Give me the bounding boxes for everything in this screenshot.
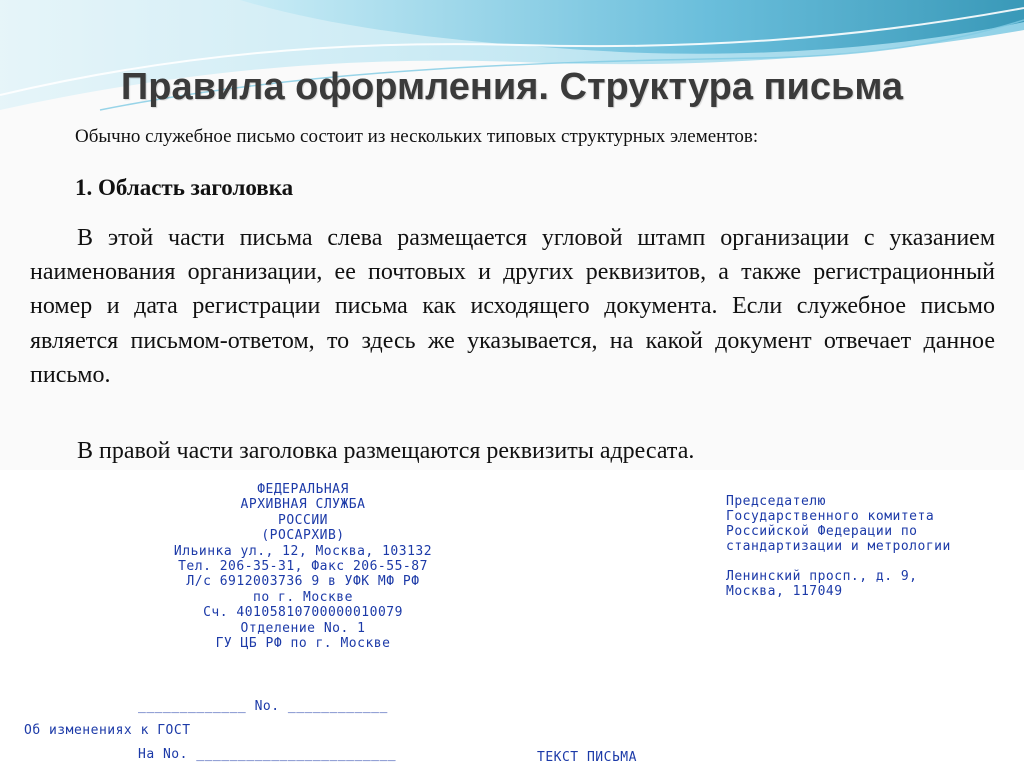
stamp-line: РОССИИ [278,512,328,528]
stamp-line: по г. Москве [253,589,353,605]
stamp-line: ГУ ЦБ РФ по г. Москве [215,636,391,652]
stamp-line: Сч. 40105810700000010079 [203,605,403,621]
letter-subject: Об изменениях к ГОСТ [24,723,191,738]
corner-stamp [138,482,468,651]
stamp-line: Ильинка ул., 12, Москва, 103132 [173,543,433,559]
stamp-line: Л/с 6912003736 9 в УФК МФ РФ [186,574,420,590]
addressee-line: Государственного комитета [726,509,935,524]
addressee-line: Председателю [726,494,826,509]
stamp-line: Тел. 206-35-31, Факс 206-55-87 [178,559,428,575]
reply-to-line: На No. ________________________ [138,747,397,762]
addressee-address-line: Ленинский просп., д. 9, [726,569,918,584]
stamp-line: ФЕДЕРАЛЬНАЯ [257,482,349,497]
registration-block [138,667,396,767]
paragraph-header-area: В этой части письма слева размещается угловой штамп организации с указанием наименования организации, ее почтовых и других реквизитов, а также регистрационный номер и дата регистрации письма как исходящего документа. Если служебное письмо является письмом-ответом, то здесь же указывается, на какой документ отвечает данное письмо. [30,225,995,388]
addressee-line: Российской Федерации по [726,524,918,539]
paragraph-addressee-info: В правой части заголовка размещаются реквизиты адресата. [77,438,695,464]
sample-letter-image [0,470,1024,767]
addressee-address-line: Москва, 117049 [726,584,843,599]
stamp-line: Отделение No. 1 [240,620,366,636]
addressee-spacer [726,554,951,569]
stamp-line: (РОСАРХИВ) [261,528,345,544]
letter-body-placeholder: ТЕКСТ ПИСЬМА [537,750,637,765]
slide-title: Правила оформления. Структура письма [120,66,904,108]
addressee-block [726,494,951,599]
registration-number-line: _____________ No. ____________ [138,699,388,714]
intro-text: Обычно служебное письмо состоит из нескольких типовых структурных элементов: [75,126,759,147]
stamp-line: АРХИВНАЯ СЛУЖБА [240,497,366,513]
section-heading: 1. Область заголовка [75,175,294,200]
addressee-line: стандартизации и метрологии [726,539,951,554]
